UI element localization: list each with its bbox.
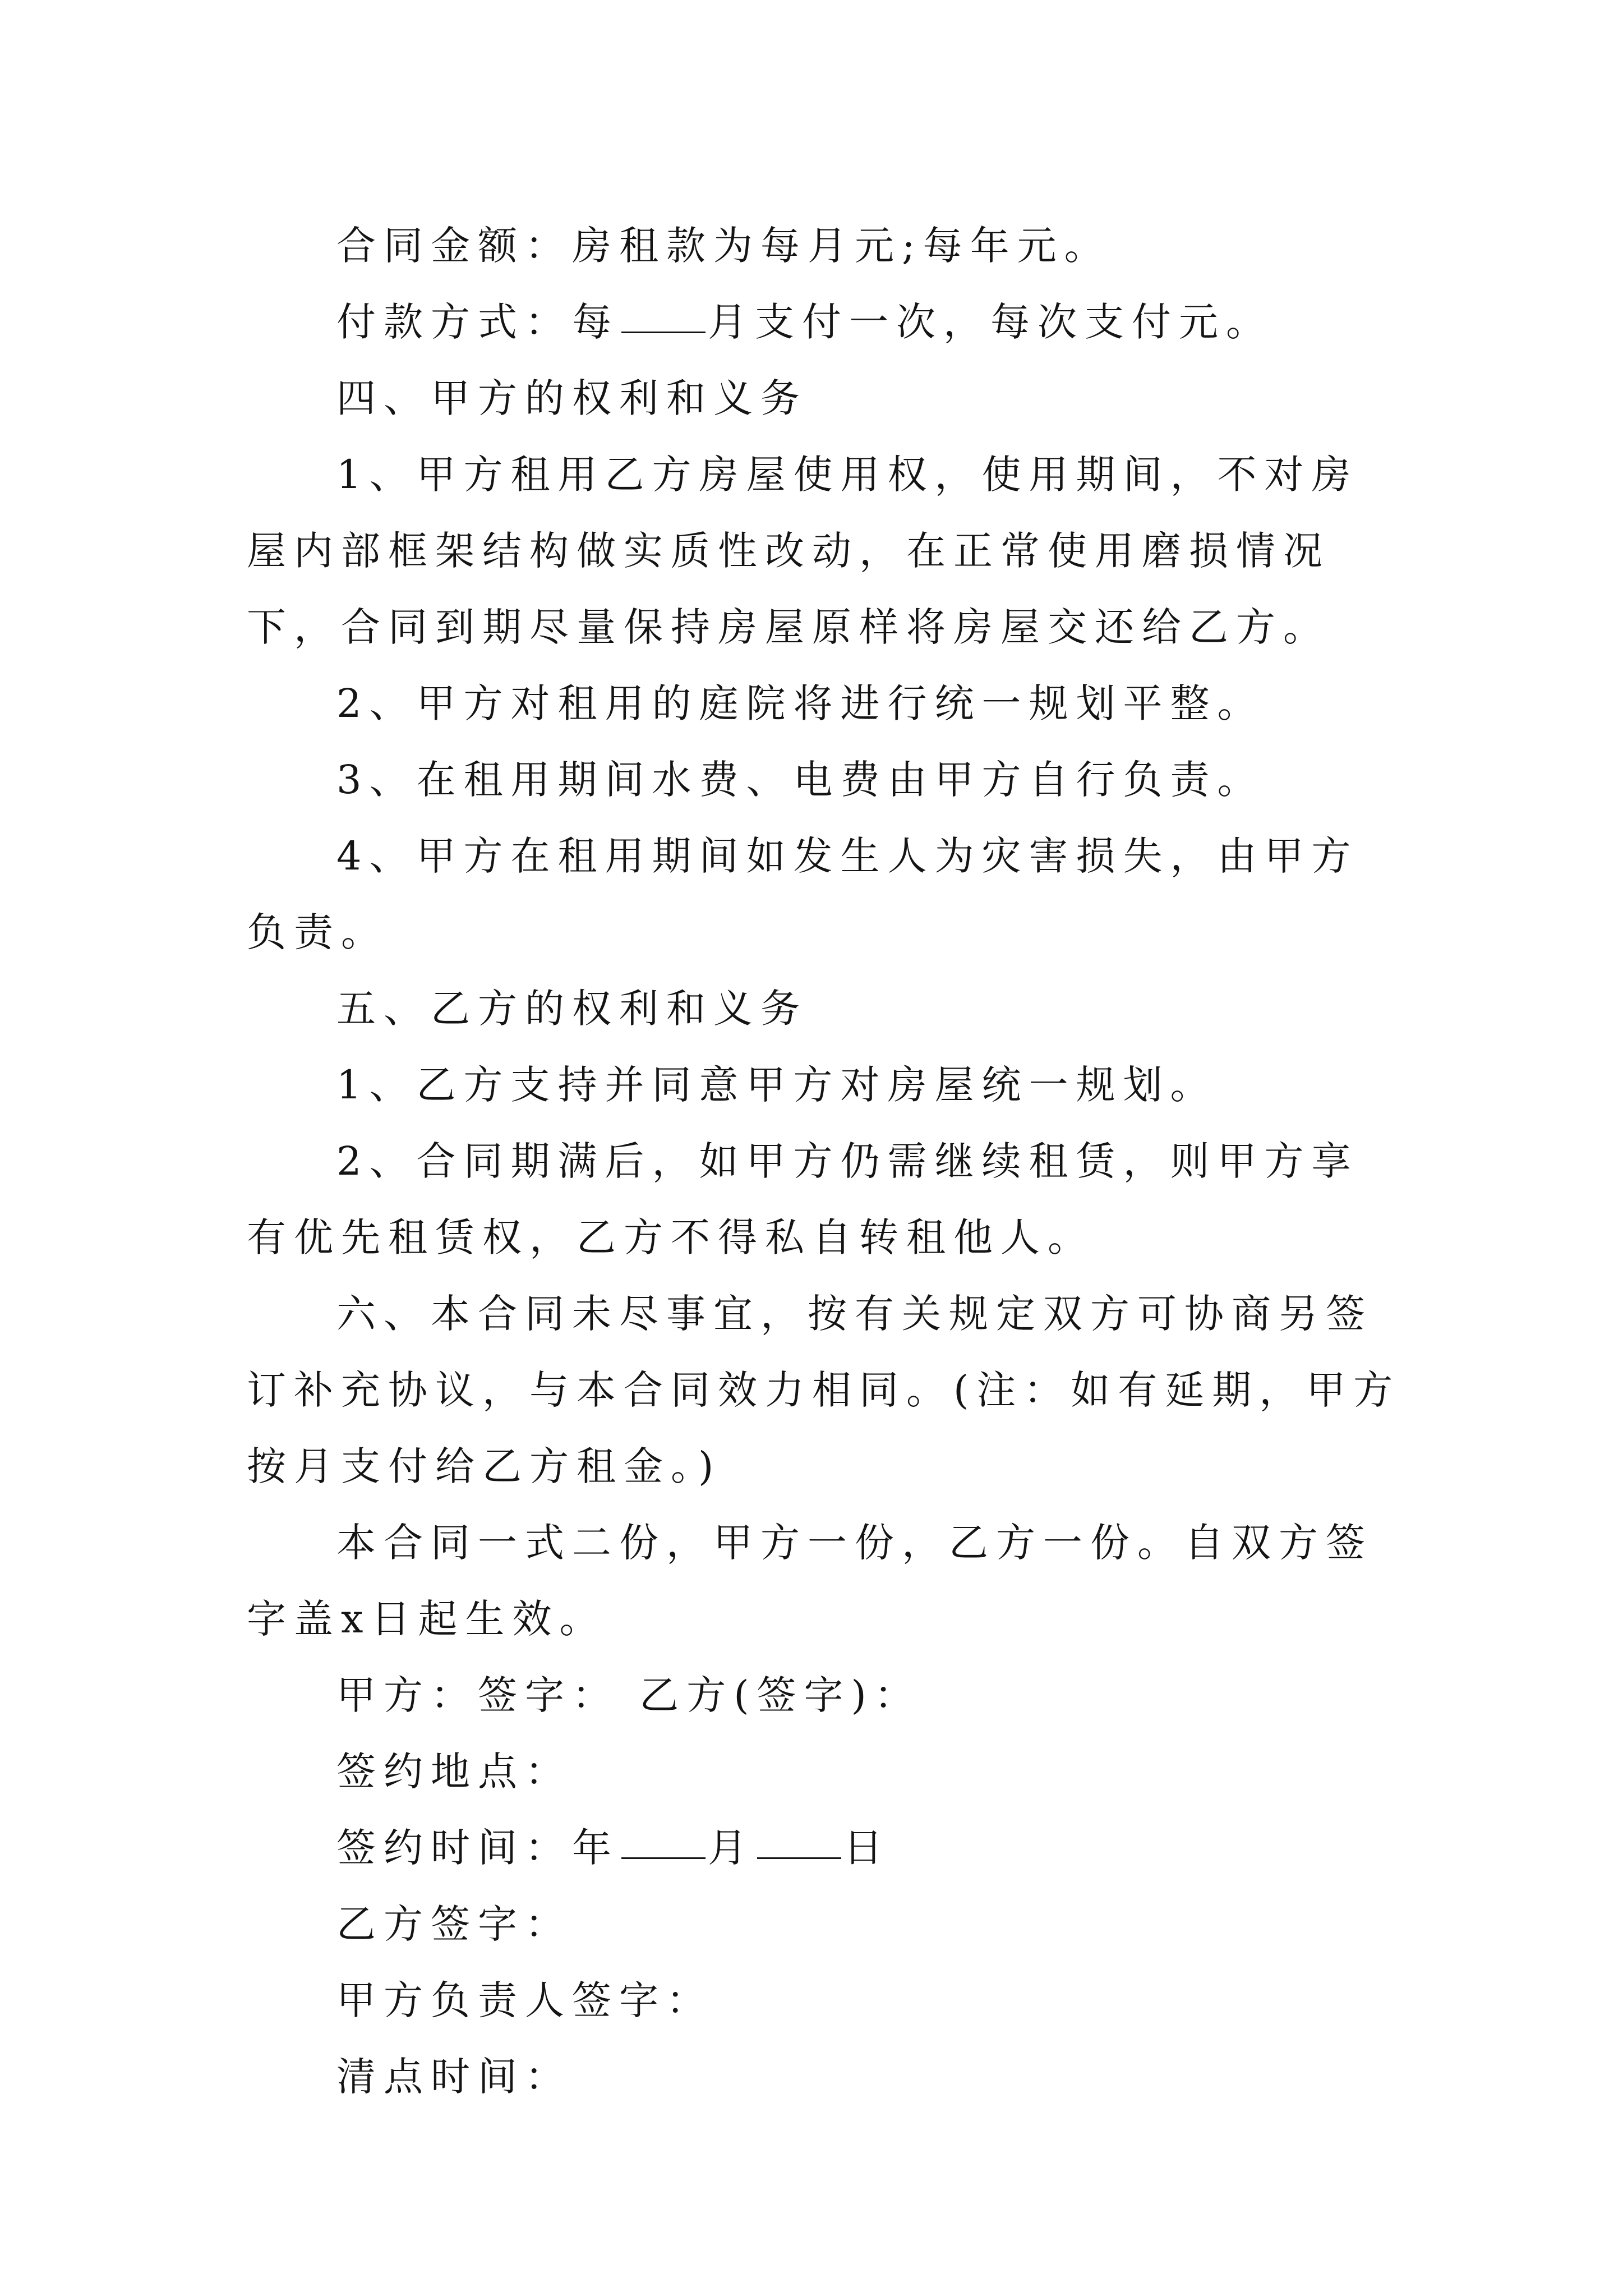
signature-line [247, 1657, 1402, 1733]
payment-interval-blank [621, 284, 706, 333]
copies-clause-text: 本合同一式二份，甲方一份，乙方一份。自双方签字盖x日起生效。 [247, 1520, 1373, 1642]
clause-4-1-text: 1、甲方租用乙方房屋使用权，使用期间，不对房屋内部框架结构做实质性改动，在正常使用磨损情况下，合同到期尽量保持房屋原样将房屋交还给乙方。 [247, 452, 1359, 650]
clause-5-1 [247, 1047, 1402, 1123]
clause-4-4-text: 4、甲方在租用期间如发生人为灾害损失，由甲方负责。 [247, 833, 1359, 955]
clause-4-1 [247, 436, 1402, 665]
inventory-time-line [247, 2039, 1402, 2115]
section-6-text: 六、本合同未尽事宜，按有关规定双方可协商另签订补充协议，与本合同效力相同。(注：如有延期，甲方按月支付给乙方租金。) [247, 1291, 1401, 1489]
clause-4-2 [247, 665, 1402, 742]
clause-4-4 [247, 818, 1402, 970]
contract-amount-line [247, 208, 1402, 284]
day-blank [757, 1810, 841, 1859]
signing-place-text: 签约地点： [336, 1749, 572, 1795]
clause-4-3-text: 3、在租用期间水费、电费由甲方自行负责。 [336, 757, 1265, 803]
signing-time-line [247, 1810, 1402, 1886]
signing-time-label: 签约时间：年 [336, 1825, 619, 1871]
clause-5-1-text: 1、乙方支持并同意甲方对房屋统一规划。 [336, 1062, 1218, 1108]
clause-4-2-text: 2、甲方对租用的庭院将进行统一规划平整。 [336, 680, 1265, 726]
section-5-heading [247, 970, 1402, 1047]
clause-5-2-text: 2、合同期满后，如甲方仍需继续租赁，则甲方享有优先租赁权，乙方不得私自转租他人。 [247, 1138, 1359, 1260]
signing-place-line [247, 1733, 1402, 1810]
section-5-heading-text: 五、乙方的权利和义务 [336, 986, 808, 1032]
party-a-manager-signature-text: 甲方负责人签字： [336, 1977, 713, 2023]
inventory-time-text: 清点时间： [336, 2054, 572, 2100]
signing-time-month: 月 [708, 1825, 755, 1871]
document-body [247, 208, 1402, 2115]
clause-5-2 [247, 1123, 1402, 1276]
payment-method-text-b: 月支付一次，每次支付元。 [708, 299, 1273, 345]
signature-line-text: 甲方：签字： 乙方(签字)： [336, 1672, 921, 1718]
party-a-manager-signature-line [247, 1962, 1402, 2039]
signing-time-day: 日 [843, 1825, 891, 1871]
contract-amount-text: 合同金额：房租款为每月元;每年元。 [336, 223, 1112, 269]
party-b-signature-text: 乙方签字： [336, 1901, 572, 1947]
clause-4-3 [247, 742, 1402, 818]
section-4-heading [247, 360, 1402, 436]
section-4-heading-text: 四、甲方的权利和义务 [336, 375, 808, 421]
month-blank [621, 1810, 706, 1859]
payment-method-line [247, 284, 1402, 360]
party-b-signature-line [247, 1886, 1402, 1962]
section-6 [247, 1276, 1402, 1504]
copies-clause [247, 1504, 1402, 1657]
payment-method-text-a: 付款方式：每 [336, 299, 619, 345]
